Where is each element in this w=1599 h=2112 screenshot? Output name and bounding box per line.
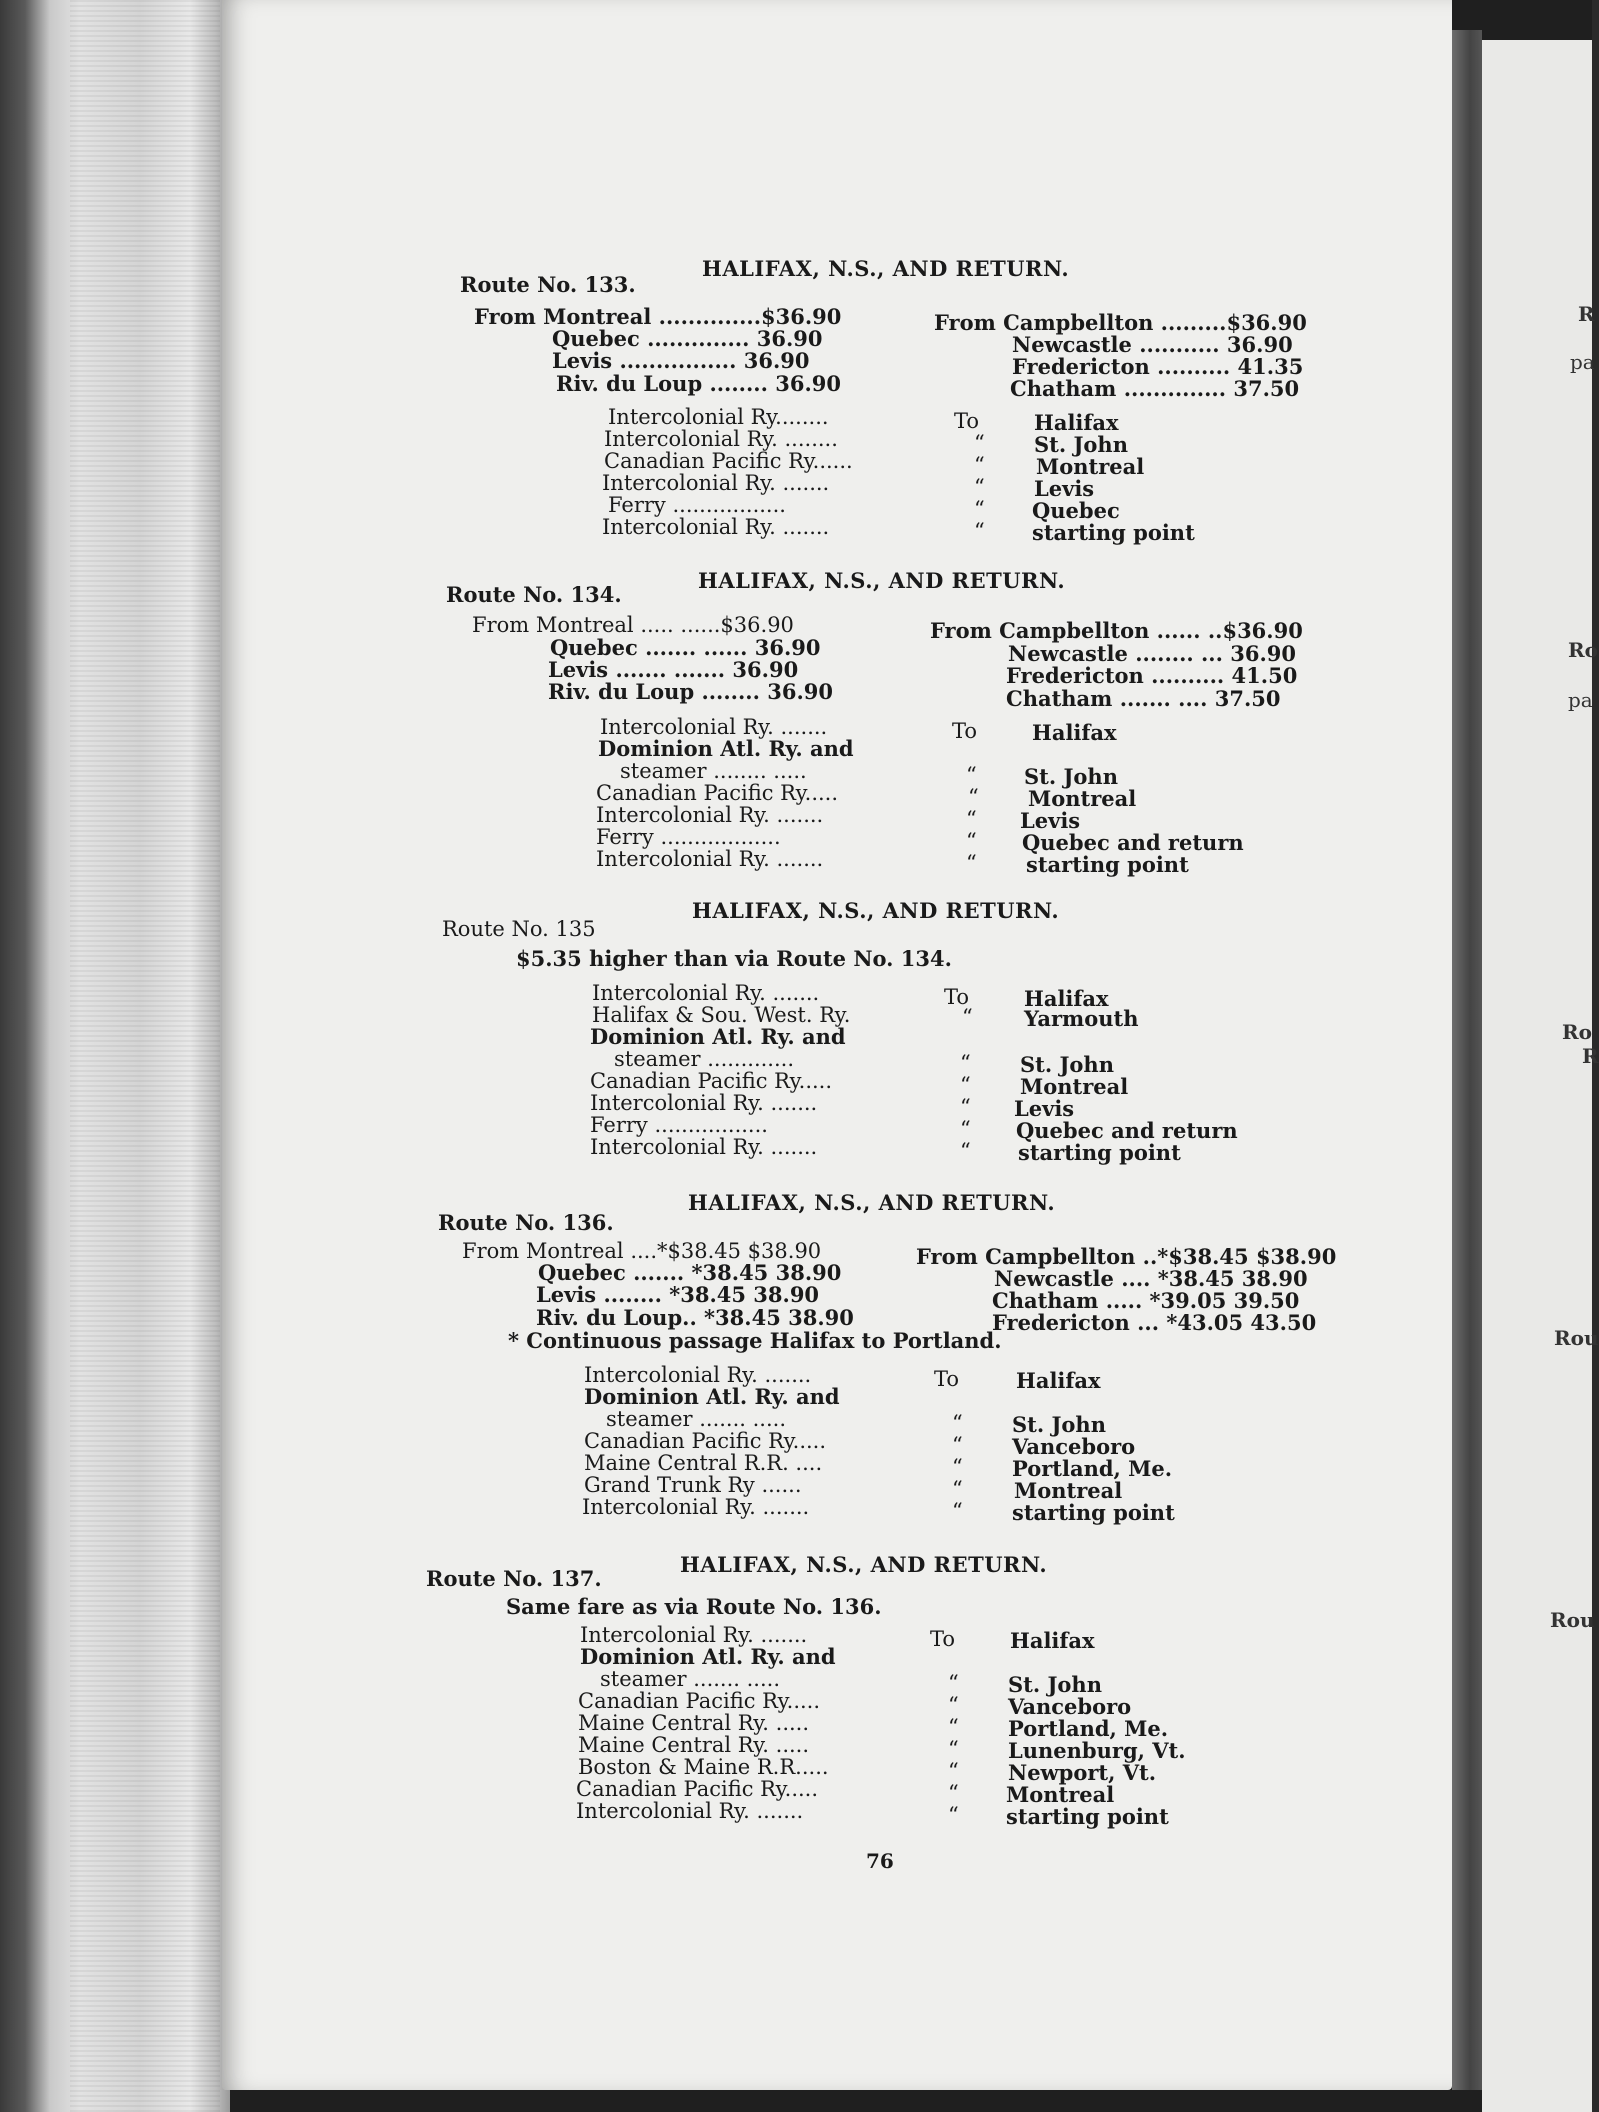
destination: Yarmouth: [1024, 1006, 1139, 1031]
railway: steamer ........ .....: [620, 759, 807, 783]
railway: Intercolonial Ry. .......: [596, 803, 824, 827]
book-gutter: [1452, 30, 1482, 2090]
railway: Ferry .................: [590, 1113, 768, 1137]
to-marker: “: [960, 1117, 971, 1141]
railway: Dominion Atl. Ry. and: [590, 1024, 846, 1049]
page-number: 76: [866, 1849, 894, 1873]
destination: Halifax: [1010, 1628, 1095, 1653]
railway: Intercolonial Ry. .......: [590, 1135, 818, 1159]
to-marker: “: [948, 1803, 959, 1827]
footnote: * Continuous passage Halifax to Portland.: [508, 1328, 1002, 1353]
fare-line: Levis ....... ....... 36.90: [548, 657, 799, 682]
to-marker: “: [960, 1073, 971, 1097]
destination: St. John: [1008, 1672, 1102, 1697]
railway: Canadian Pacific Ry......: [604, 449, 853, 473]
railway: Maine Central Ry. .....: [578, 1733, 810, 1757]
destination: Montreal: [1020, 1074, 1129, 1099]
section-heading: HALIFAX, N.S., AND RETURN.: [698, 568, 1066, 593]
facing-fragment: R: [1582, 1044, 1599, 1068]
railway: Intercolonial Ry. .......: [592, 981, 820, 1005]
route-number: Route No. 133.: [460, 272, 636, 297]
destination: Quebec: [1032, 498, 1120, 523]
railway: Intercolonial Ry. ........: [604, 427, 838, 451]
to-marker: “: [948, 1715, 959, 1739]
to-marker: “: [960, 1051, 971, 1075]
to-marker: “: [960, 1139, 971, 1163]
railway: Intercolonial Ry. .......: [576, 1799, 804, 1823]
fare-line: Levis ........ *38.45 38.90: [536, 1282, 820, 1307]
to-marker: To: [954, 409, 980, 433]
railway: Dominion Atl. Ry. and: [584, 1384, 840, 1409]
destination: starting point: [1012, 1500, 1175, 1525]
railway: Maine Central R.R. ....: [584, 1451, 823, 1475]
destination: Vanceboro: [1012, 1434, 1136, 1459]
to-marker: To: [934, 1367, 960, 1391]
railway: Ferry .................: [608, 493, 786, 517]
fare-line: Quebec ....... *38.45 38.90: [538, 1260, 842, 1285]
destination: Portland, Me.: [1008, 1716, 1169, 1741]
railway: Canadian Pacific Ry.....: [590, 1069, 833, 1093]
fare-line: Levis ................ 36.90: [552, 348, 810, 373]
fare-line: Quebec .............. 36.90: [552, 326, 823, 351]
fare-line: From Campbellton ..*$38.45 $38.90: [916, 1244, 1337, 1269]
destination: St. John: [1020, 1052, 1114, 1077]
to-marker: “: [962, 1005, 973, 1029]
to-marker: “: [974, 431, 985, 455]
to-marker: “: [952, 1499, 963, 1523]
to-marker: “: [948, 1781, 959, 1805]
fare-line: Riv. du Loup ........ 36.90: [548, 679, 833, 704]
railway: steamer ....... .....: [606, 1407, 786, 1431]
railway: Intercolonial Ry. .......: [602, 471, 830, 495]
railway: Intercolonial Ry........: [608, 405, 829, 429]
to-marker: “: [966, 851, 977, 875]
railway: Halifax & Sou. West. Ry.: [592, 1003, 851, 1027]
facing-fragment: pa: [1570, 350, 1595, 374]
to-marker: “: [968, 785, 979, 809]
facing-fragment: Ro: [1562, 1020, 1592, 1044]
to-marker: “: [974, 475, 985, 499]
railway: Ferry ..................: [596, 825, 781, 849]
railway: Boston & Maine R.R.....: [578, 1755, 829, 1779]
railway: Intercolonial Ry. .......: [580, 1623, 808, 1647]
fare-line: From Campbellton ...... ..$36.90: [930, 618, 1303, 643]
fare-line: Newcastle ........ ... 36.90: [1008, 641, 1297, 666]
section-heading: HALIFAX, N.S., AND RETURN.: [702, 256, 1070, 281]
railway: Intercolonial Ry. .......: [600, 715, 828, 739]
destination: Montreal: [1036, 454, 1145, 479]
fare-line: Fredericton .......... 41.50: [1006, 663, 1298, 688]
to-marker: “: [974, 519, 985, 543]
railway: Grand Trunk Ry ......: [584, 1473, 802, 1497]
railway: Dominion Atl. Ry. and: [598, 736, 854, 761]
route-note: $5.35 higher than via Route No. 134.: [516, 946, 952, 971]
fare-line: From Montreal ....*$38.45 $38.90: [462, 1239, 822, 1263]
destination: starting point: [1018, 1140, 1181, 1165]
destination: Levis: [1034, 476, 1095, 501]
route-number: Route No. 136.: [438, 1210, 614, 1235]
facing-fragment: Rou: [1550, 1608, 1595, 1632]
to-marker: “: [960, 1095, 971, 1119]
route-note: Same fare as via Route No. 136.: [506, 1594, 882, 1619]
destination: Montreal: [1014, 1478, 1123, 1503]
to-marker: “: [966, 807, 977, 831]
railway: Intercolonial Ry. .......: [584, 1363, 812, 1387]
destination: St. John: [1034, 432, 1128, 457]
destination: starting point: [1006, 1804, 1169, 1829]
destination: Lunenburg, Vt.: [1008, 1738, 1186, 1763]
fare-line: Newcastle ........... 36.90: [1012, 332, 1293, 357]
railway: Canadian Pacific Ry.....: [584, 1429, 827, 1453]
railway: Intercolonial Ry. .......: [590, 1091, 818, 1115]
to-marker: “: [948, 1693, 959, 1717]
destination: starting point: [1026, 852, 1189, 877]
fare-line: Chatham .............. 37.50: [1010, 376, 1300, 401]
to-marker: “: [948, 1759, 959, 1783]
facing-fragment: R: [1578, 302, 1595, 326]
to-marker: “: [948, 1671, 959, 1695]
fare-line: Riv. du Loup.. *38.45 38.90: [536, 1305, 854, 1330]
to-marker: “: [948, 1737, 959, 1761]
destination: Levis: [1020, 808, 1081, 833]
destination: Halifax: [1024, 986, 1109, 1011]
railway: Intercolonial Ry. .......: [602, 515, 830, 539]
destination: Halifax: [1032, 720, 1117, 745]
to-marker: “: [974, 453, 985, 477]
section-heading: HALIFAX, N.S., AND RETURN.: [688, 1190, 1056, 1215]
destination: St. John: [1012, 1412, 1106, 1437]
railway: Canadian Pacific Ry.....: [578, 1689, 821, 1713]
railway: steamer ....... .....: [600, 1667, 780, 1691]
destination: Quebec and return: [1022, 830, 1244, 855]
destination: Vanceboro: [1008, 1694, 1132, 1719]
section-heading: HALIFAX, N.S., AND RETURN.: [680, 1552, 1048, 1577]
to-marker: To: [944, 985, 970, 1009]
destination: Halifax: [1034, 410, 1119, 435]
fare-line: From Montreal ..... ......$36.90: [472, 613, 794, 637]
route-number: Route No. 137.: [426, 1566, 602, 1591]
destination: Halifax: [1016, 1368, 1101, 1393]
facing-fragment: Ro: [1568, 638, 1598, 662]
destination: Newport, Vt.: [1008, 1760, 1157, 1785]
book-page-edges: [0, 0, 230, 2112]
destination: starting point: [1032, 520, 1195, 545]
railway: Maine Central Ry. .....: [578, 1711, 810, 1735]
railway: steamer .............: [614, 1047, 794, 1071]
to-marker: To: [930, 1627, 956, 1651]
railway: Canadian Pacific Ry.....: [596, 781, 839, 805]
railway: Dominion Atl. Ry. and: [580, 1644, 836, 1669]
to-marker: “: [966, 763, 977, 787]
destination: Portland, Me.: [1012, 1456, 1173, 1481]
section-heading: HALIFAX, N.S., AND RETURN.: [692, 898, 1060, 923]
to-marker: “: [974, 497, 985, 521]
to-marker: “: [952, 1477, 963, 1501]
fare-line: Fredericton .......... 41.35: [1012, 354, 1304, 379]
fare-line: Chatham ..... *39.05 39.50: [992, 1288, 1300, 1313]
to-marker: To: [952, 719, 978, 743]
fare-line: Chatham ....... .... 37.50: [1006, 686, 1281, 711]
destination: Quebec and return: [1016, 1118, 1238, 1143]
destination: Montreal: [1028, 786, 1137, 811]
fare-line: From Campbellton .........$36.90: [934, 310, 1307, 335]
facing-fragment: pa: [1568, 688, 1593, 712]
route-number: Route No. 134.: [446, 582, 622, 607]
destination: St. John: [1024, 764, 1118, 789]
railway: Intercolonial Ry. .......: [582, 1495, 810, 1519]
facing-fragment: Rou: [1554, 1326, 1599, 1350]
destination: Montreal: [1006, 1782, 1115, 1807]
facing-page-edge: [1482, 40, 1599, 2112]
railway: Canadian Pacific Ry.....: [576, 1777, 819, 1801]
route-number: Route No. 135: [442, 917, 596, 941]
fare-line: Riv. du Loup ........ 36.90: [556, 371, 841, 396]
fare-line: Quebec ....... ...... 36.90: [550, 635, 821, 660]
destination: Levis: [1014, 1096, 1075, 1121]
fare-line: From Montreal ..............$36.90: [474, 304, 842, 329]
to-marker: “: [966, 829, 977, 853]
railway: Intercolonial Ry. .......: [596, 847, 824, 871]
to-marker: “: [952, 1433, 963, 1457]
to-marker: “: [952, 1411, 963, 1435]
fare-line: Fredericton ... *43.05 43.50: [992, 1310, 1317, 1335]
fare-line: Newcastle .... *38.45 38.90: [994, 1266, 1308, 1291]
to-marker: “: [952, 1455, 963, 1479]
